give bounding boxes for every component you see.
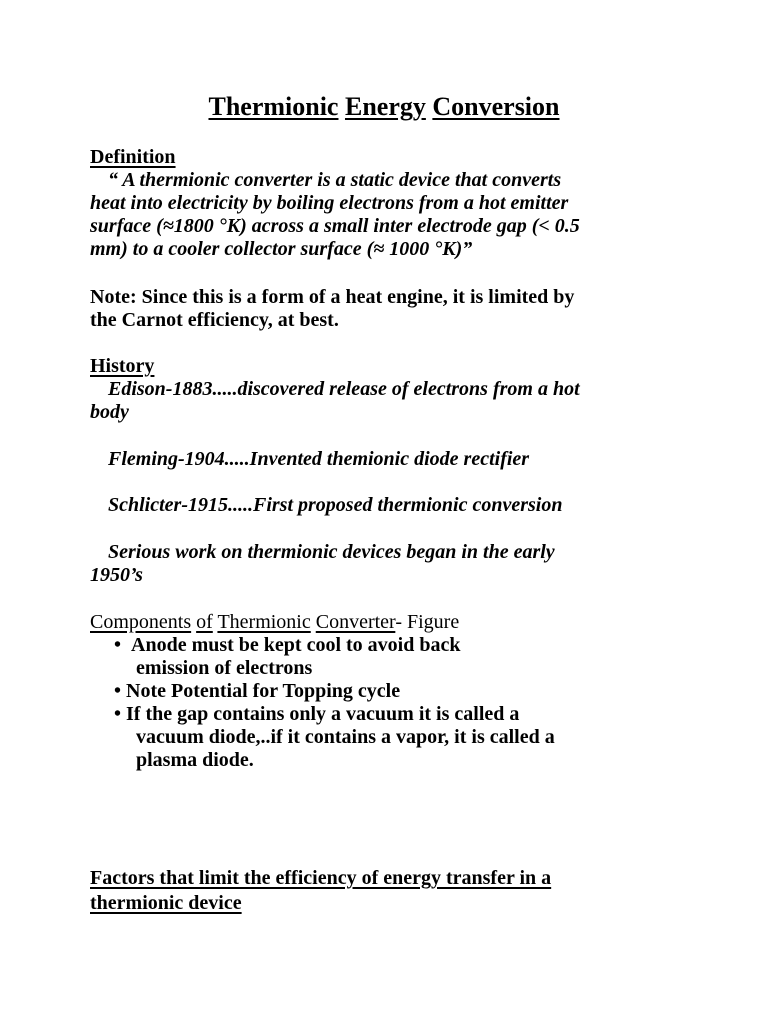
definition-line: heat into electricity by boiling electrons from a hot emitter — [90, 192, 569, 214]
bullet-dot: • — [114, 703, 122, 725]
bullet-text-cont: emission of electrons — [136, 657, 313, 679]
components-heading — [90, 611, 670, 634]
factors-heading-cont: thermionic device — [90, 892, 242, 914]
definition-heading: Definition — [90, 146, 176, 168]
bullet-item — [90, 634, 670, 657]
note-line: the Carnot efficiency, at best. — [90, 309, 339, 331]
components-heading-word: of — [196, 611, 213, 633]
bullet-text: If the gap contains only a vacuum it is called a — [126, 703, 520, 725]
definition-line: “ A thermionic converter is a static device that converts — [108, 169, 562, 191]
history-serious-block — [90, 541, 670, 587]
components-heading-suffix: - Figure — [395, 611, 460, 633]
definition-section — [90, 146, 670, 261]
history-fleming: Fleming-1904.....Invented themionic diode rectifier — [108, 448, 530, 470]
components-section — [90, 611, 670, 772]
title-word-thermionic: Thermionic — [208, 92, 339, 121]
history-fleming-block — [90, 448, 670, 471]
history-heading: History — [90, 355, 155, 377]
bullet-text-cont: plasma diode. — [136, 749, 254, 771]
history-edison-cont: body — [90, 401, 129, 423]
history-section — [90, 355, 670, 424]
bullet-text: Anode must be kept cool to avoid back — [131, 634, 461, 656]
title-word-conversion: Conversion — [432, 92, 560, 121]
history-serious: Serious work on thermionic devices began in the early — [108, 541, 555, 563]
definition-line: surface (≈1800 °K) across a small inter electrode gap (< 0.5 — [90, 215, 580, 237]
components-heading-word: Converter — [315, 611, 396, 633]
components-heading-word: Components — [90, 611, 192, 633]
factors-heading: Factors that limit the efficiency of energy transfer in a — [90, 867, 552, 889]
bullet-item — [90, 680, 670, 703]
components-heading-word: Thermionic — [217, 611, 311, 633]
history-schlicter: Schlicter-1915.....First proposed thermionic conversion — [108, 494, 563, 516]
definition-line: mm) to a cooler collector surface (≈ 1000 °K)” — [90, 238, 473, 260]
bullet-text-cont: vacuum diode,..if it contains a vapor, it is called a — [136, 726, 555, 748]
factors-heading-line2 — [90, 892, 670, 915]
bullet-text: Note Potential for Topping cycle — [126, 680, 401, 702]
bullet-dot: • — [114, 680, 122, 702]
bullet-item — [90, 703, 670, 726]
note-line: Note: Since this is a form of a heat engine, it is limited by — [90, 286, 575, 308]
history-edison: Edison-1883.....discovered release of electrons from a hot — [108, 378, 580, 400]
bullet-dot: • — [114, 634, 122, 656]
title-word-energy: Energy — [344, 92, 426, 121]
page-title — [0, 88, 768, 126]
factors-section — [90, 867, 670, 915]
history-serious-cont: 1950’s — [90, 564, 143, 586]
history-schlicter-block — [90, 494, 670, 517]
note-section — [90, 286, 670, 332]
